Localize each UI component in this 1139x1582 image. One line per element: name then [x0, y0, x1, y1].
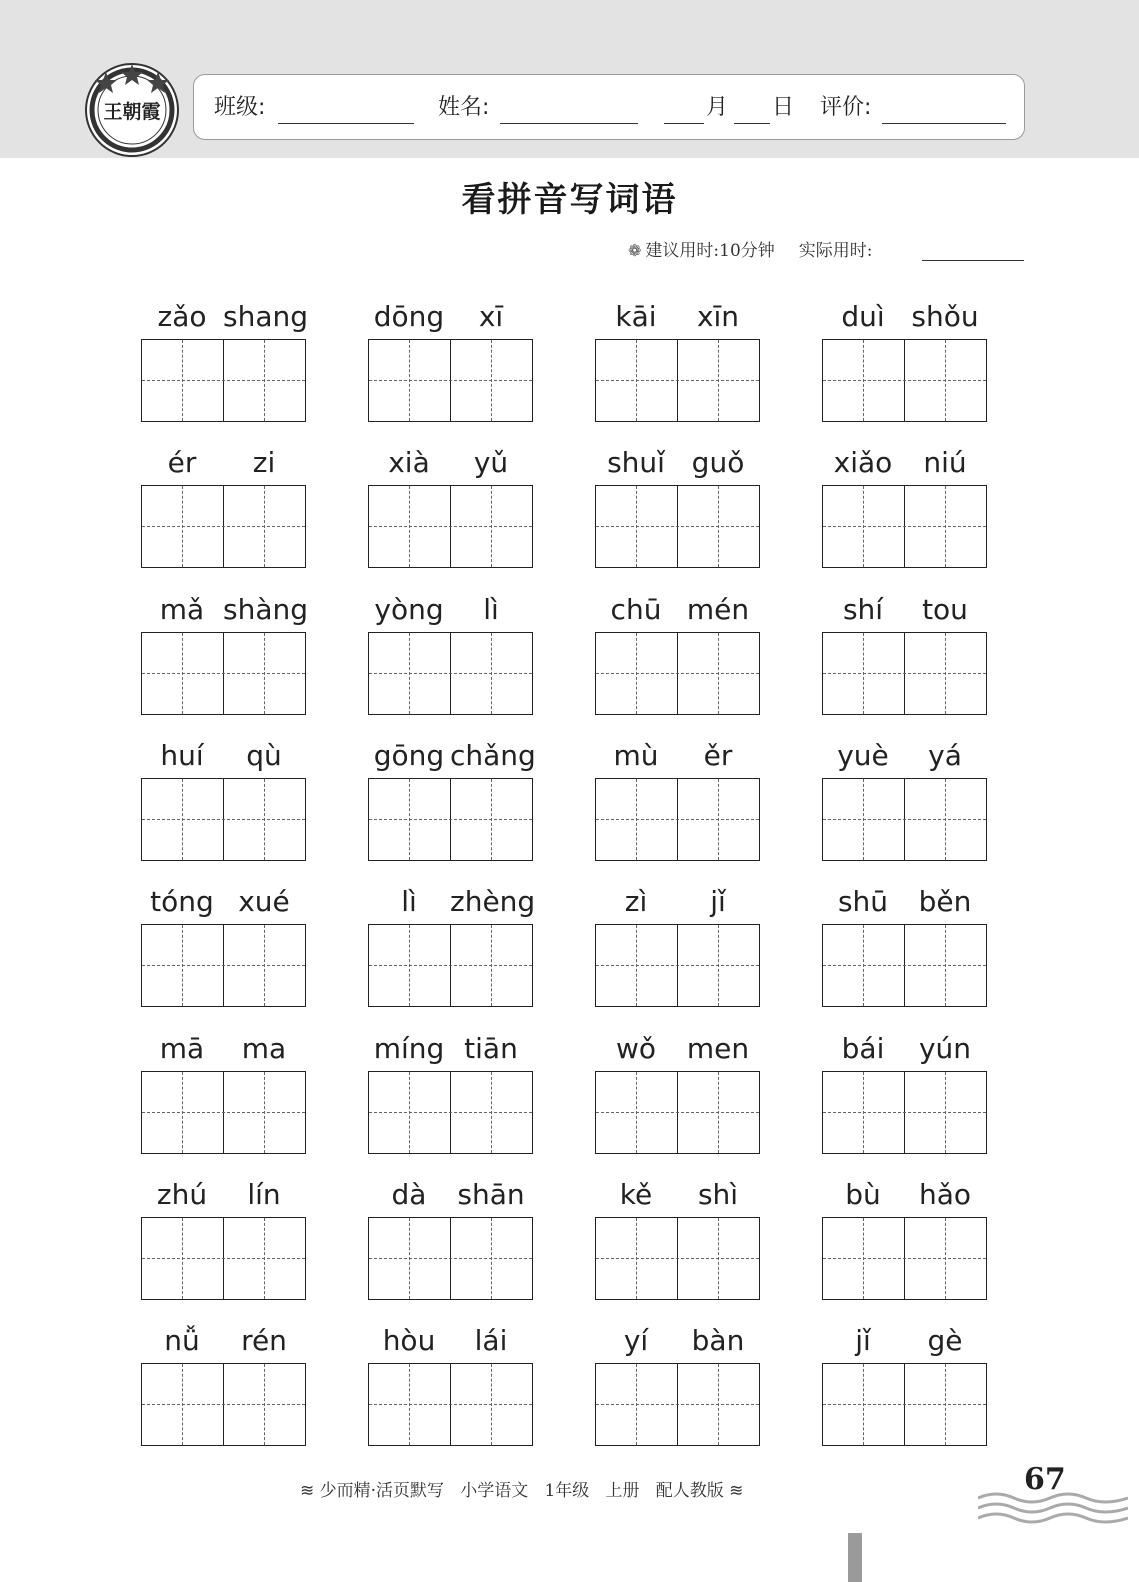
writing-grid[interactable] — [368, 1217, 533, 1300]
grid-guide-vertical — [409, 486, 410, 567]
word-item — [595, 445, 795, 585]
word-item — [595, 1031, 795, 1171]
pinyin-second: lái — [474, 1324, 508, 1357]
pinyin-first: hòu — [382, 1324, 436, 1357]
grid-guide-horizontal — [596, 819, 759, 820]
writing-grid[interactable] — [822, 924, 987, 1007]
writing-grid[interactable] — [595, 339, 760, 422]
pinyin-first: míng — [373, 1032, 445, 1065]
grid-guide-horizontal — [142, 380, 305, 381]
pinyin-first: dōng — [373, 300, 445, 333]
word-item — [595, 299, 795, 439]
pinyin-first: zhú — [156, 1178, 208, 1211]
grid-guide-vertical — [409, 1364, 410, 1445]
pinyin-second: yá — [928, 739, 962, 772]
writing-grid[interactable] — [595, 778, 760, 861]
pinyin-first: shuǐ — [607, 446, 665, 479]
pinyin-first: yòng — [374, 593, 444, 626]
word-item — [141, 884, 341, 1024]
grid-guide-vertical — [945, 340, 946, 421]
pinyin-second: jǐ — [710, 885, 726, 918]
pinyin-second: guǒ — [691, 446, 745, 479]
grid-guide-vertical — [863, 1364, 864, 1445]
word-item — [595, 738, 795, 878]
grid-guide-vertical — [863, 1072, 864, 1153]
page-number: 67 — [1024, 1462, 1066, 1497]
grid-guide-vertical — [409, 340, 410, 421]
actual-time-field[interactable] — [922, 236, 1024, 261]
grid-guide-vertical — [945, 633, 946, 714]
pinyin-second: ma — [241, 1032, 287, 1065]
grid-guide-horizontal — [596, 1258, 759, 1259]
pinyin-first: kāi — [615, 300, 657, 333]
pinyin-second: mén — [686, 593, 750, 626]
grid-guide-vertical — [718, 486, 719, 567]
pinyin-first: mù — [613, 739, 659, 772]
pinyin-second: lín — [247, 1178, 281, 1211]
grid-guide-horizontal — [823, 819, 986, 820]
pinyin-second: shàng — [223, 593, 309, 626]
student-info-box — [193, 74, 1025, 140]
suggested-time-text: 建议用时:10分钟 — [645, 241, 775, 261]
grid-guide-vertical — [636, 1364, 637, 1445]
grid-guide-horizontal — [369, 1258, 532, 1259]
word-item — [141, 299, 341, 439]
pinyin-first: chū — [610, 593, 662, 626]
grid-guide-vertical — [718, 1364, 719, 1445]
grid-guide-vertical — [945, 779, 946, 860]
grid-guide-vertical — [491, 633, 492, 714]
word-item — [595, 1323, 795, 1463]
grid-guide-horizontal — [596, 380, 759, 381]
grid-guide-vertical — [491, 1218, 492, 1299]
writing-grid[interactable] — [368, 1071, 533, 1154]
grid-guide-vertical — [636, 486, 637, 567]
writing-grid[interactable] — [141, 339, 306, 422]
pinyin-first: xiǎo — [833, 446, 893, 479]
writing-grid[interactable] — [141, 1071, 306, 1154]
grid-guide-horizontal — [823, 526, 986, 527]
class-field[interactable] — [278, 97, 414, 124]
grid-guide-horizontal — [596, 673, 759, 674]
grid-guide-horizontal — [142, 1112, 305, 1113]
writing-grid[interactable] — [141, 1217, 306, 1300]
name-label: 姓名: — [438, 95, 490, 120]
grid-guide-vertical — [264, 1218, 265, 1299]
grid-guide-horizontal — [823, 673, 986, 674]
writing-grid[interactable] — [595, 632, 760, 715]
grid-guide-vertical — [182, 340, 183, 421]
pinyin-second: qù — [246, 739, 282, 772]
pinyin-second: xīn — [696, 300, 740, 333]
grid-guide-horizontal — [596, 526, 759, 527]
pinyin-first: zì — [624, 885, 648, 918]
brand-logo — [84, 62, 180, 158]
grid-guide-vertical — [636, 779, 637, 860]
pinyin-first: dà — [391, 1178, 427, 1211]
day-field[interactable] — [734, 97, 770, 124]
writing-grid[interactable] — [368, 924, 533, 1007]
word-item — [141, 1177, 341, 1317]
grid-guide-vertical — [409, 633, 410, 714]
grid-guide-horizontal — [369, 526, 532, 527]
word-item — [595, 884, 795, 1024]
grid-guide-vertical — [945, 486, 946, 567]
word-item — [822, 1323, 1022, 1463]
pinyin-second: rén — [241, 1324, 287, 1357]
grid-guide-vertical — [863, 925, 864, 1006]
grid-guide-vertical — [264, 486, 265, 567]
writing-grid[interactable] — [822, 1363, 987, 1446]
name-field[interactable] — [500, 97, 638, 124]
writing-grid[interactable] — [822, 485, 987, 568]
pinyin-second: tou — [922, 593, 968, 626]
writing-grid[interactable] — [141, 778, 306, 861]
word-item — [822, 299, 1022, 439]
grid-guide-horizontal — [823, 965, 986, 966]
grid-guide-vertical — [409, 925, 410, 1006]
grid-guide-vertical — [945, 1072, 946, 1153]
footer-text: ≋ 少而精·活页默写 小学语文 1年级 上册 配人教版 ≋ — [300, 1481, 744, 1501]
writing-grid[interactable] — [595, 485, 760, 568]
writing-grid[interactable] — [141, 924, 306, 1007]
pinyin-second: shān — [457, 1178, 525, 1211]
word-item — [822, 738, 1022, 878]
grid-guide-horizontal — [596, 1112, 759, 1113]
pinyin-second: zi — [252, 446, 276, 479]
grid-guide-vertical — [718, 340, 719, 421]
pinyin-second: zhèng — [450, 885, 536, 918]
grid-guide-vertical — [409, 1072, 410, 1153]
word-item — [368, 299, 568, 439]
wave-decoration — [978, 1486, 1128, 1526]
pinyin-second: yǔ — [473, 446, 509, 479]
grid-guide-horizontal — [142, 526, 305, 527]
actual-time-label: 实际用时: — [798, 241, 873, 261]
grid-guide-vertical — [182, 779, 183, 860]
pinyin-second: lì — [483, 593, 499, 626]
word-item — [595, 592, 795, 732]
word-item — [368, 445, 568, 585]
class-label: 班级: — [214, 95, 266, 120]
writing-grid[interactable] — [368, 632, 533, 715]
pinyin-first: jǐ — [855, 1324, 871, 1357]
pinyin-second: xī — [478, 300, 504, 333]
grid-guide-vertical — [182, 486, 183, 567]
pinyin-second: shì — [697, 1178, 739, 1211]
grid-guide-vertical — [491, 340, 492, 421]
grid-guide-vertical — [491, 1364, 492, 1445]
flower-icon: ❁ — [628, 241, 642, 260]
pinyin-second: běn — [918, 885, 972, 918]
pinyin-first: bái — [841, 1032, 885, 1065]
grid-guide-vertical — [182, 1072, 183, 1153]
pinyin-first: tóng — [150, 885, 214, 918]
pinyin-first: zǎo — [157, 300, 207, 333]
grid-guide-vertical — [182, 925, 183, 1006]
grid-guide-vertical — [182, 633, 183, 714]
pinyin-second: gè — [927, 1324, 963, 1357]
pinyin-first: nǚ — [164, 1324, 200, 1357]
grid-guide-horizontal — [369, 1404, 532, 1405]
grid-guide-horizontal — [596, 965, 759, 966]
grid-guide-horizontal — [142, 1258, 305, 1259]
writing-grid[interactable] — [822, 778, 987, 861]
word-item — [368, 1177, 568, 1317]
word-item — [141, 445, 341, 585]
grid-guide-vertical — [636, 1218, 637, 1299]
grid-guide-vertical — [264, 1364, 265, 1445]
pinyin-first: shū — [837, 885, 889, 918]
word-item — [141, 1031, 341, 1171]
writing-grid[interactable] — [595, 1217, 760, 1300]
grid-guide-vertical — [636, 925, 637, 1006]
word-item — [141, 738, 341, 878]
word-item — [368, 738, 568, 878]
rating-label: 评价: — [820, 95, 872, 120]
word-item — [141, 592, 341, 732]
grid-guide-vertical — [945, 1218, 946, 1299]
grid-guide-vertical — [718, 633, 719, 714]
word-item — [822, 445, 1022, 585]
pinyin-second: xué — [238, 885, 290, 918]
writing-grid[interactable] — [368, 485, 533, 568]
word-item — [822, 1177, 1022, 1317]
grid-guide-vertical — [718, 1072, 719, 1153]
grid-guide-horizontal — [369, 380, 532, 381]
grid-guide-vertical — [491, 925, 492, 1006]
page-title: 看拼音写词语 — [461, 180, 678, 220]
grid-guide-vertical — [863, 779, 864, 860]
writing-grid[interactable] — [368, 1363, 533, 1446]
pinyin-first: yuè — [837, 739, 889, 772]
grid-guide-horizontal — [142, 965, 305, 966]
word-item — [368, 884, 568, 1024]
grid-guide-horizontal — [369, 1112, 532, 1113]
grid-guide-horizontal — [369, 673, 532, 674]
grid-guide-vertical — [718, 779, 719, 860]
writing-grid[interactable] — [595, 1071, 760, 1154]
grid-guide-vertical — [264, 340, 265, 421]
writing-grid[interactable] — [368, 339, 533, 422]
pinyin-second: chǎng — [450, 739, 536, 772]
grid-guide-horizontal — [142, 1404, 305, 1405]
grid-guide-vertical — [718, 1218, 719, 1299]
pinyin-second: bàn — [691, 1324, 745, 1357]
writing-grid[interactable] — [141, 632, 306, 715]
suggested-time — [628, 236, 873, 261]
grid-guide-vertical — [636, 1072, 637, 1153]
pinyin-second: tiān — [464, 1032, 518, 1065]
grid-guide-vertical — [945, 925, 946, 1006]
writing-grid[interactable] — [141, 485, 306, 568]
month-label: 月 — [706, 95, 729, 120]
word-item — [822, 1031, 1022, 1171]
pinyin-first: wǒ — [615, 1032, 657, 1065]
svg-text:王朝霞: 王朝霞 — [103, 101, 161, 123]
grid-guide-vertical — [863, 486, 864, 567]
word-item — [595, 1177, 795, 1317]
word-item — [368, 1031, 568, 1171]
word-item — [822, 592, 1022, 732]
pinyin-second: shǒu — [911, 300, 979, 333]
pinyin-second: yún — [918, 1032, 972, 1065]
grid-guide-vertical — [264, 925, 265, 1006]
writing-grid[interactable] — [368, 778, 533, 861]
pinyin-second: men — [686, 1032, 750, 1065]
grid-guide-vertical — [863, 1218, 864, 1299]
pinyin-first: bù — [845, 1178, 881, 1211]
day-label: 日 — [772, 95, 795, 120]
pinyin-second: hǎo — [918, 1178, 972, 1211]
word-item — [368, 1323, 568, 1463]
grid-guide-horizontal — [823, 1112, 986, 1113]
pinyin-second: ěr — [703, 739, 733, 772]
pinyin-first: gōng — [373, 739, 445, 772]
grid-guide-vertical — [491, 1072, 492, 1153]
pinyin-first: mā — [159, 1032, 205, 1065]
grid-guide-vertical — [945, 1364, 946, 1445]
writing-grid[interactable] — [595, 924, 760, 1007]
pinyin-first: mǎ — [159, 593, 205, 626]
grid-guide-vertical — [409, 779, 410, 860]
pinyin-first: lì — [401, 885, 417, 918]
word-item — [368, 592, 568, 732]
grid-guide-horizontal — [823, 1404, 986, 1405]
grid-guide-vertical — [636, 340, 637, 421]
grid-guide-horizontal — [823, 1258, 986, 1259]
grid-guide-vertical — [264, 1072, 265, 1153]
grid-guide-vertical — [409, 1218, 410, 1299]
pinyin-first: duì — [841, 300, 885, 333]
pinyin-first: xià — [388, 446, 430, 479]
writing-grid[interactable] — [822, 1071, 987, 1154]
grid-guide-vertical — [636, 633, 637, 714]
writing-grid[interactable] — [822, 632, 987, 715]
grid-guide-horizontal — [142, 819, 305, 820]
grid-guide-vertical — [264, 633, 265, 714]
grid-guide-horizontal — [369, 819, 532, 820]
grid-guide-vertical — [863, 633, 864, 714]
writing-grid[interactable] — [822, 1217, 987, 1300]
grid-guide-vertical — [491, 486, 492, 567]
month-field[interactable] — [664, 97, 704, 124]
pinyin-first: huí — [160, 739, 204, 772]
word-item — [141, 1323, 341, 1463]
grid-guide-horizontal — [596, 1404, 759, 1405]
writing-grid[interactable] — [141, 1363, 306, 1446]
grid-guide-vertical — [718, 925, 719, 1006]
pinyin-second: niú — [923, 446, 967, 479]
pinyin-first: ér — [167, 446, 197, 479]
page-edge-tab — [848, 1533, 862, 1582]
pinyin-first: yí — [623, 1324, 649, 1357]
rating-field[interactable] — [882, 97, 1006, 124]
pinyin-first: kě — [619, 1178, 653, 1211]
writing-grid[interactable] — [595, 1363, 760, 1446]
grid-guide-vertical — [182, 1218, 183, 1299]
grid-guide-vertical — [863, 340, 864, 421]
pinyin-first: shí — [842, 593, 884, 626]
writing-grid[interactable] — [822, 339, 987, 422]
grid-guide-vertical — [182, 1364, 183, 1445]
grid-guide-horizontal — [142, 673, 305, 674]
pinyin-second: shang — [223, 300, 309, 333]
grid-guide-horizontal — [823, 380, 986, 381]
grid-guide-vertical — [264, 779, 265, 860]
grid-guide-vertical — [491, 779, 492, 860]
word-item — [822, 884, 1022, 1024]
grid-guide-horizontal — [369, 965, 532, 966]
